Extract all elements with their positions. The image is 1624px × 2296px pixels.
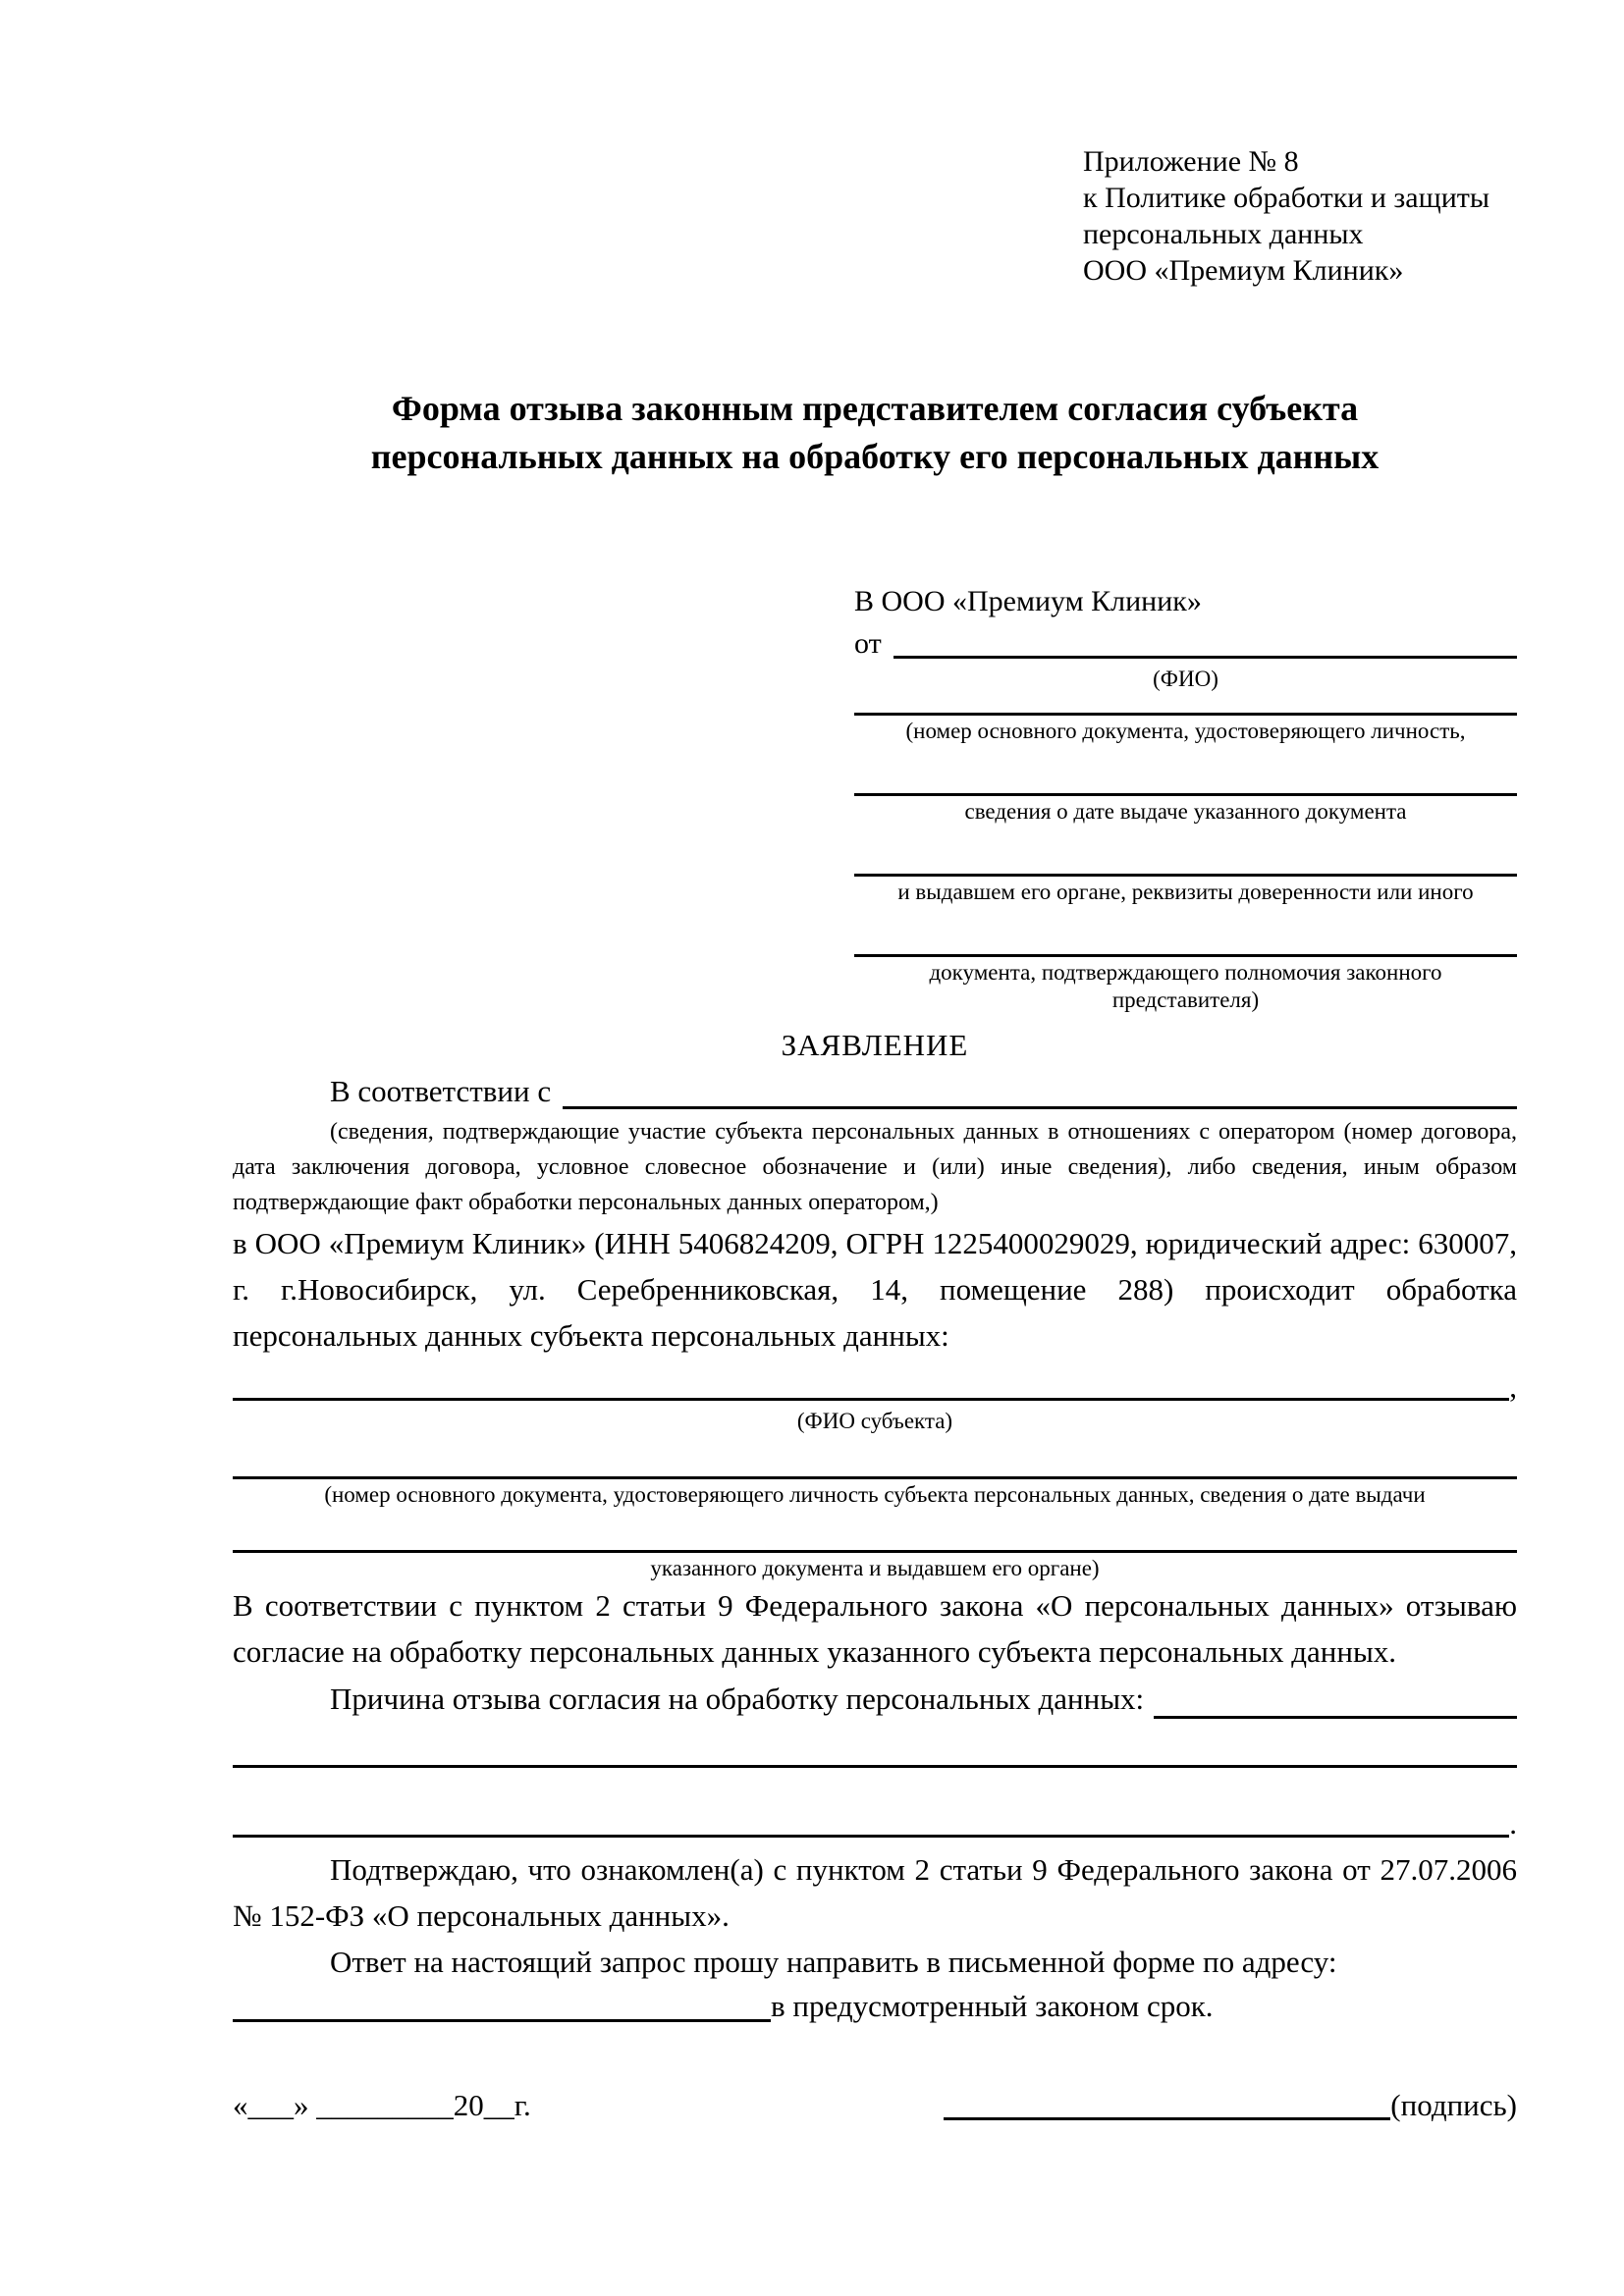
addressee-to: В ООО «Премиум Клиник» — [854, 585, 1202, 617]
field-caption: (номер основного документа, удостоверяющего личность, — [905, 719, 1466, 743]
reason-prefix: Причина отзыва согласия на обработку персональных данных: — [330, 1682, 1145, 1716]
reason-extra-blank-line-2 — [233, 1805, 1509, 1838]
subject-doc-caption-2: указанного документа и выдавшем его органе) — [650, 1556, 1100, 1580]
reason-extra-blank-row-2 — [233, 1805, 1517, 1842]
withdrawal-paragraph: В соответствии с пунктом 2 статьи 9 Федерального закона «О персональных данных» отзываю согласие на обработку персональных данных указанного субъекта персональных данных. — [233, 1588, 1517, 1669]
fio-caption: (ФИО) — [1153, 667, 1218, 691]
field-blank-line — [854, 793, 1517, 796]
appendix-line: Приложение № 8 — [1083, 145, 1299, 178]
field-caption: и выдавшем его органе, реквизиты доверенности или иного — [897, 880, 1474, 904]
reason-row — [233, 1675, 1517, 1724]
signature-blank-line — [944, 2085, 1390, 2120]
addressee-block — [854, 579, 1517, 1014]
accordance-blank-line — [563, 1069, 1517, 1109]
statement-heading: ЗАЯВЛЕНИЕ — [781, 1028, 969, 1062]
field-blank-line — [854, 954, 1517, 957]
subject-fio-caption: (ФИО субъекта) — [796, 1409, 953, 1433]
date-line: «___» _________20__г. — [233, 2088, 531, 2122]
field-blank-line — [854, 713, 1517, 716]
reason-blank-line — [1154, 1675, 1517, 1719]
field-blank-line — [854, 874, 1517, 877]
subject-fio-row — [233, 1368, 1517, 1406]
addressee-from-row — [854, 624, 1517, 664]
subject-fio-blank-line — [233, 1368, 1509, 1401]
small-print-note: (сведения, подтверждающие участие субъекта персональных данных в отношениях с оператором (номер договора, дата заключения договора, условное словесное обозначение и (или) иные сведения), либо сведения, иным образом подтверждающие факт обработки персональных данных оператором,) — [233, 1119, 1517, 1215]
signature-caption: (подпись) — [1390, 2088, 1517, 2122]
document-title-line: Форма отзыва законным представителем согласия субъекта — [391, 389, 1359, 428]
document-title-line: персональных данных на обработку его персональных данных — [370, 437, 1380, 476]
response-paragraph: Ответ на настоящий запрос прошу направить в письменной форме по адресу: — [330, 1945, 1337, 1979]
from-label: от — [854, 627, 882, 660]
signature-group — [944, 2085, 1517, 2126]
fio-blank-line — [893, 624, 1517, 659]
accordance-prefix: В соответствии с — [330, 1074, 552, 1108]
appendix-line: к Политике обработки и защиты — [1083, 182, 1490, 214]
field-caption: сведения о дате выдаче указанного документа — [964, 799, 1407, 824]
operator-paragraph: в ООО «Премиум Клиник» (ИНН 5406824209, ОГРН 1225400029029, юридический адрес: 630007, г. г.Новосибирск, ул. Серебренниковская, 14, помещение 288) происходит обработка персональных данных субъекта персональных данных: — [233, 1226, 1517, 1353]
response-suffix: в предусмотренный законом срок. — [771, 1989, 1214, 2023]
trailing-period: . — [1509, 1806, 1517, 1841]
appendix-line: персональных данных — [1083, 218, 1364, 250]
trailing-comma: , — [1509, 1369, 1517, 1404]
footer-row — [233, 2085, 1517, 2126]
appendix-block — [1083, 143, 1517, 289]
document-title — [233, 385, 1517, 481]
subject-doc-blank-line-2 — [233, 1550, 1517, 1553]
acknowledge-paragraph: Подтверждаю, что ознакомлен(а) с пунктом 2 статьи 9 Федерального закона от 27.07.2006 № 152-ФЗ «О персональных данных». — [233, 1852, 1517, 1933]
response-address-row — [233, 1985, 1517, 2028]
appendix-line: ООО «Премиум Клиник» — [1083, 254, 1404, 287]
subject-doc-blank-line-1 — [233, 1476, 1517, 1479]
accordance-row — [233, 1069, 1517, 1114]
response-address-blank-line — [233, 1985, 771, 2022]
subject-doc-caption-1: (номер основного документа, удостоверяющего личность субъекта персональных данных, сведения о дате выдачи — [324, 1482, 1426, 1507]
reason-extra-blank-line-1 — [233, 1765, 1517, 1768]
field-caption: документа, подтверждающего полномочия законного представителя) — [929, 960, 1442, 1012]
